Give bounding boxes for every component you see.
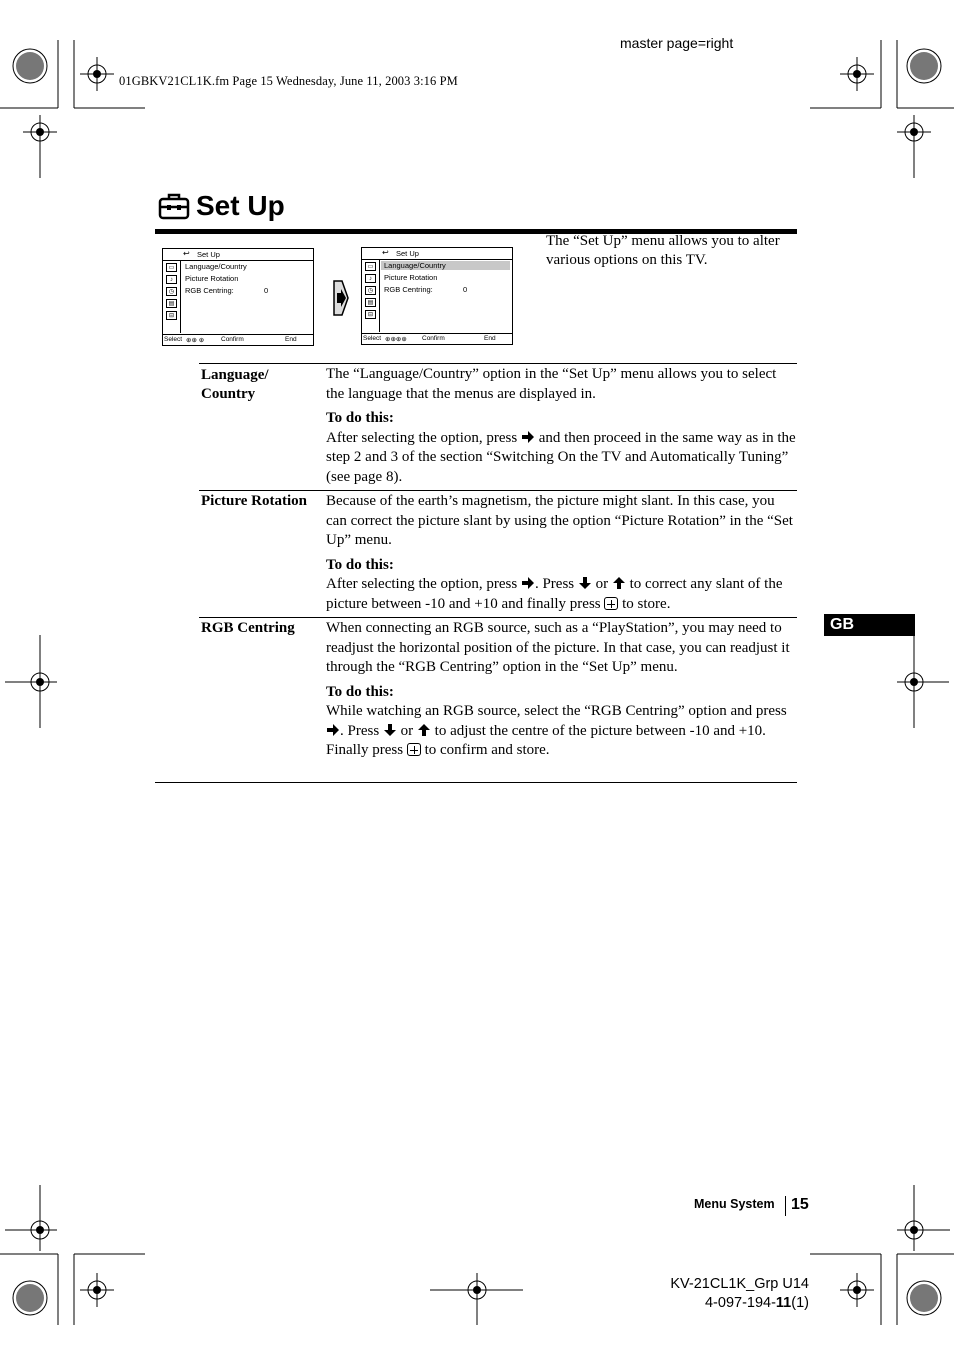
page-title-block	[158, 190, 285, 222]
footer-divider	[785, 1196, 786, 1216]
registration-mark-mid-left	[0, 635, 60, 730]
preset-icon: ▤	[365, 298, 376, 307]
registration-mark-top-center	[620, 60, 621, 61]
term-language-country: Language/ Country	[201, 367, 269, 402]
setup-icon: ⊟	[166, 311, 177, 320]
menu-screen-default	[162, 248, 314, 346]
registration-mark-bottom-left	[0, 1185, 150, 1335]
registration-mark-mid-right	[894, 635, 954, 730]
arrows-icon: ⊕⊕⊕⊕	[385, 336, 407, 343]
picture-icon: ▭	[166, 263, 177, 272]
ok-button-icon	[604, 597, 618, 610]
menu-item-rotation: Picture Rotation	[185, 274, 239, 283]
menu-item-rgb-value: 0	[463, 285, 468, 294]
registration-mark-top-right	[800, 30, 954, 190]
desc-rgb-centring: When connecting an RGB source, such as a “PlayStation”, you may need to readjust the horizontal position of the picture. In that case, you can readjust it through the “RGB Centring” option in the “Set Up” menu. To do this: While watching an RGB source, select the “RGB Centring” option and press . Press or to adjust the centre of the picture between -10 and +10. Finally press to confirm and store.	[326, 620, 790, 758]
page-number: 15	[791, 1196, 809, 1213]
registration-mark-top-left	[0, 30, 150, 190]
timer-icon: ◷	[365, 286, 376, 295]
ok-button-icon	[407, 743, 421, 756]
arrows-icon: ⊕⊕ ⊕	[186, 337, 205, 344]
setup-icon: ⊟	[365, 310, 376, 319]
menu-header: ↩ Set Up	[163, 249, 313, 261]
master-page-label: master page=right	[620, 35, 734, 51]
menu-footer: Select ⊕⊕⊕⊕ Confirm End	[362, 333, 512, 344]
menu-header: ↩ Set Up	[362, 248, 512, 260]
table-rule-1	[199, 490, 797, 491]
desc-language-country: The “Language/Country” option in the “Set Up” menu allows you to select the language that the menus are displayed in. To do this: After selecting the option, press and then proceed in the same way as in the step 2 and 3 of the section “Switching On the TV and Automatically Tuning” (see page 8).	[326, 366, 796, 485]
return-icon: ↩	[183, 249, 190, 258]
table-rule-2	[199, 617, 797, 618]
menu-item-rotation: Picture Rotation	[384, 273, 438, 282]
picture-icon: ▭	[365, 262, 376, 271]
menu-footer: Select ⊕⊕ ⊕ Confirm End	[163, 334, 313, 345]
right-arrow-icon	[326, 723, 340, 737]
desc-picture-rotation: Because of the earth’s magnetism, the picture might slant. In this case, you can correct the picture slant by using the option “Picture Rotation” in the “Set Up” menu. To do this: After selecting the option, press . Press or to correct any slant of the picture between -10 and +10 and finally press to store.	[326, 493, 793, 612]
table-rule-top	[199, 363, 797, 364]
menu-item-language: Language/Country	[185, 262, 247, 271]
right-arrow-icon	[521, 576, 535, 590]
file-info-line: 01GBKV21CL1K.fm Page 15 Wednesday, June 11, 2003 3:16 PM	[119, 74, 458, 88]
table-rule-bottom	[155, 782, 797, 783]
menu-item-rgb-value: 0	[264, 286, 269, 295]
right-arrow-icon	[521, 430, 535, 444]
term-picture-rotation: Picture Rotation	[201, 493, 307, 509]
menu-item-rgb: RGB Centring:	[384, 285, 433, 294]
up-arrow-icon	[417, 723, 431, 737]
up-arrow-icon	[612, 576, 626, 590]
menu-icon-column	[163, 261, 181, 333]
page-title: Set Up	[196, 190, 285, 221]
menu-screen-selected	[361, 247, 513, 345]
term-rgb-centring: RGB Centring	[201, 620, 295, 636]
toolbox-icon	[158, 192, 190, 220]
intro-text: The “Set Up” menu allows you to alter various options on this TV.	[546, 233, 780, 268]
registration-mark-bottom-right	[800, 1185, 954, 1335]
return-icon: ↩	[382, 248, 389, 257]
down-arrow-icon	[383, 723, 397, 737]
sound-icon: ♪	[166, 275, 177, 284]
preset-icon: ▤	[166, 299, 177, 308]
registration-mark-bottom-center	[430, 1268, 525, 1328]
timer-icon: ◷	[166, 287, 177, 296]
menu-item-language-highlighted: Language/Country	[381, 261, 510, 270]
footer-section-name: Menu System	[694, 1197, 775, 1211]
model-code: KV-21CL1K_Grp U14 4-097-194-11(1)	[670, 1276, 809, 1311]
menu-icon-column	[362, 260, 380, 332]
down-arrow-icon	[578, 576, 592, 590]
sound-icon: ♪	[365, 274, 376, 283]
menu-item-rgb: RGB Centring:	[185, 286, 234, 295]
right-arrow-button-icon	[332, 279, 350, 317]
language-tab-gb: GB	[824, 614, 915, 636]
